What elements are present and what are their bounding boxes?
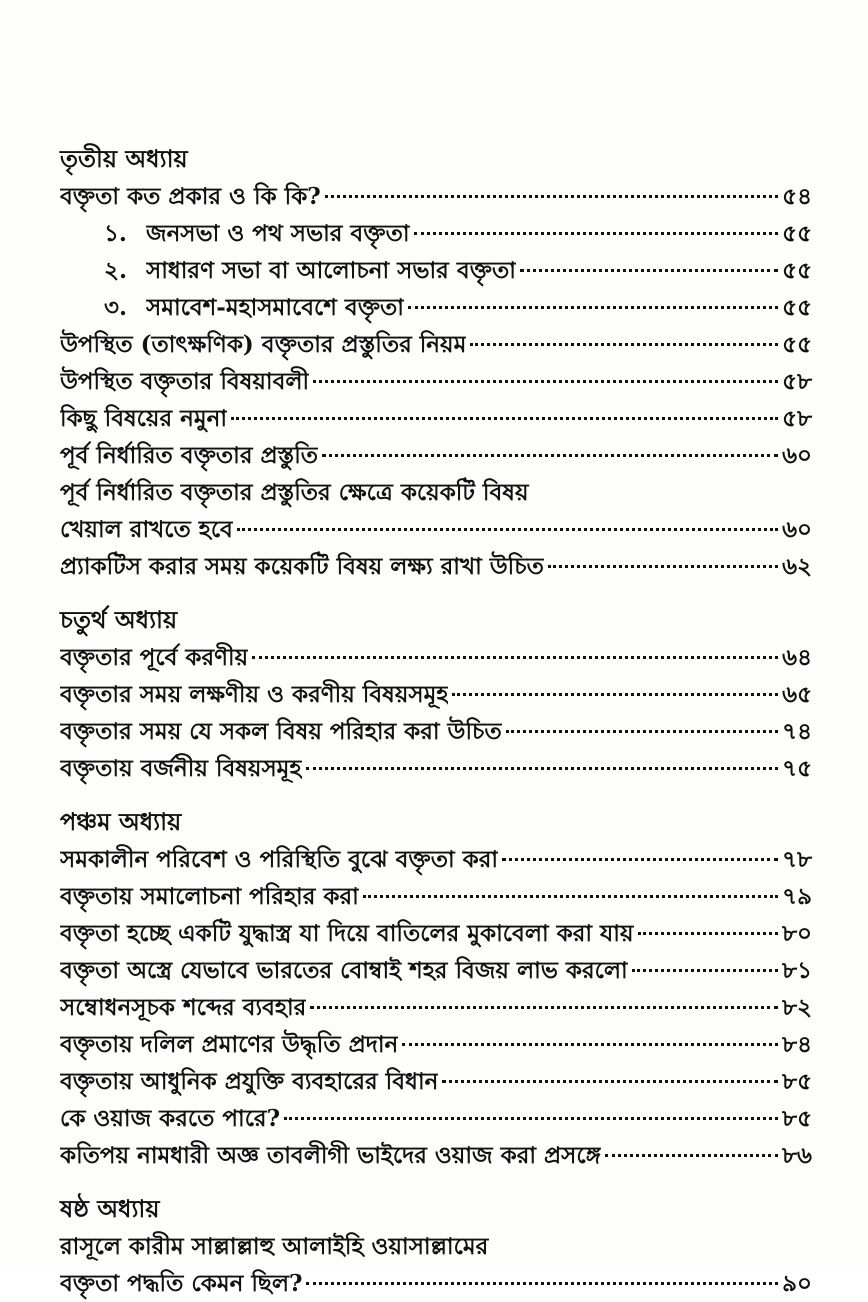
toc-entry-title: বক্তৃতা কত প্রকার ও কি কি? xyxy=(60,183,321,210)
toc-entry xyxy=(60,750,812,787)
toc-entry-page-number: ৬০ xyxy=(782,442,812,469)
dot-leader xyxy=(310,1006,778,1009)
toc-entry-page-number: ৬৫ xyxy=(782,681,812,708)
chapter-heading: ষষ্ঠ অধ্যায় xyxy=(60,1194,160,1223)
section-gap xyxy=(60,787,812,803)
toc-entry xyxy=(60,915,812,952)
dot-leader xyxy=(408,306,778,309)
toc-entry-page-number: ৯০ xyxy=(782,1270,812,1297)
toc-entry xyxy=(60,1026,812,1063)
dot-leader xyxy=(605,1154,778,1157)
toc-entry xyxy=(60,952,812,989)
dot-leader xyxy=(520,269,778,272)
toc-entry-title: বক্তৃতার সময় যে সকল বিষয় পরিহার করা উচিত xyxy=(60,718,502,745)
toc-entry-page-number: ৭৪ xyxy=(782,718,812,745)
toc-entry xyxy=(60,215,812,252)
toc-entry xyxy=(60,639,812,676)
dot-leader xyxy=(231,417,778,420)
toc-entry-title: বক্তৃতায় দলিল প্রমাণের উদ্ধৃতি প্রদান xyxy=(60,1031,399,1058)
toc-entry-title: সম্বোধনসূচক শব্দের ব্যবহার xyxy=(60,994,307,1021)
toc-entry-page-number: ৬০ xyxy=(782,516,812,543)
toc-entry-title: পূর্ব নির্ধারিত বক্তৃতার প্রস্তুতি xyxy=(60,442,319,469)
toc-entry-title: বক্তৃতার পূর্বে করণীয় xyxy=(60,644,249,671)
chapter-heading: তৃতীয় অধ্যায় xyxy=(60,144,188,173)
toc-entry-title: প্র্যাকটিস করার সময় কয়েকটি বিষয় লক্ষ্য রাখা উচিত xyxy=(60,553,544,580)
toc-entry xyxy=(60,326,812,363)
dot-leader xyxy=(306,1282,778,1285)
dot-leader xyxy=(502,858,778,861)
toc-entry xyxy=(60,548,812,585)
toc-entry-number: ১. xyxy=(104,220,127,247)
toc-entry xyxy=(60,1137,812,1174)
toc-entry xyxy=(60,252,812,289)
toc-entry-title: বক্তৃতা অস্ত্রে যেভাবে ভারতের বোম্বাই শহর বিজয় লাভ করলো xyxy=(60,957,628,984)
toc-entry-title: সমকালীন পরিবেশ ও পরিস্থিতি বুঝে বক্তৃতা করা xyxy=(60,846,499,873)
toc-entry-page-number: ৭৮ xyxy=(782,846,812,873)
dot-leader xyxy=(632,969,778,972)
toc-entry-page-number: ৫৮ xyxy=(782,405,812,432)
toc-entry-title: খেয়াল রাখতে হবে xyxy=(60,516,233,543)
toc-entry-title: বক্তৃতায় সমালোচনা পরিহার করা xyxy=(60,883,359,910)
toc-entry-page-number: ৫৫ xyxy=(782,294,812,321)
toc-entry-first-line: রাসূলে কারীম সাল্লাল্লাহু আলাইহি ওয়াসাল্লামের xyxy=(60,1233,489,1260)
toc-entry xyxy=(60,400,812,437)
toc-entry-title: জনসভা ও পথ সভার বক্তৃতা xyxy=(146,220,410,247)
section-gap xyxy=(60,585,812,601)
dot-leader xyxy=(470,343,778,346)
toc-entry-page-number: ৮৬ xyxy=(782,1142,812,1169)
toc-entry-page-number: ৫৮ xyxy=(782,368,812,395)
toc-entry xyxy=(60,289,812,326)
toc-entry-title: সাধারণ সভা বা আলোচনা সভার বক্তৃতা xyxy=(146,257,516,284)
toc-entry-page-number: ৫৫ xyxy=(782,257,812,284)
toc-entry-page-number: ৮১ xyxy=(782,957,812,984)
toc-entry xyxy=(60,676,812,713)
toc-entry-page-number: ৮০ xyxy=(782,920,812,947)
dot-leader xyxy=(402,1043,778,1046)
toc-entry-page-number: ৮৪ xyxy=(782,1031,812,1058)
dot-leader xyxy=(252,656,778,659)
toc-entry xyxy=(60,989,812,1026)
toc-entry-first-line: পূর্ব নির্ধারিত বক্তৃতার প্রস্তুতির ক্ষেত্রে কয়েকটি বিষয় xyxy=(60,479,529,506)
toc-entry-title: বক্তৃতায় বর্জনীয় বিষয়সমূহ xyxy=(60,755,302,782)
toc-entry xyxy=(60,1063,812,1100)
toc-entry-page-number: ৫৫ xyxy=(782,331,812,358)
toc-entry xyxy=(60,437,812,474)
dot-leader xyxy=(506,730,778,733)
toc-entry-page-number: ৭৯ xyxy=(782,883,812,910)
dot-leader xyxy=(442,1080,778,1083)
toc-entry-page-number: ৭৫ xyxy=(782,755,812,782)
dot-leader xyxy=(306,767,779,770)
toc-entry xyxy=(60,841,812,878)
toc-entry-page-number: ৫৫ xyxy=(782,220,812,247)
toc-entry xyxy=(60,178,812,215)
toc-entry-page-number: ৮২ xyxy=(782,994,812,1021)
toc-entry-title: কতিপয় নামধারী অজ্ঞ তাবলীগী ভাইদের ওয়াজ করা প্রসঙ্গে xyxy=(60,1142,601,1169)
dot-leader xyxy=(284,1117,778,1120)
toc-entry-title: বক্তৃতা হচ্ছে একটি যুদ্ধাস্ত্র যা দিয়ে বাতিলের মুকাবেলা করা যায় xyxy=(60,920,634,947)
toc-entry xyxy=(60,511,812,548)
toc-entry-page-number: ৬৪ xyxy=(782,644,812,671)
dot-leader xyxy=(363,895,778,898)
toc-entry-title: কিছু বিষয়ের নমুনা xyxy=(60,405,228,432)
dot-leader xyxy=(414,232,779,235)
toc-entry-title: উপস্থিত (তাৎক্ষণিক) বক্তৃতার প্রস্তুতির নিয়ম xyxy=(60,331,467,358)
dot-leader xyxy=(313,380,778,383)
chapter-heading: চতুর্থ অধ্যায় xyxy=(60,605,178,634)
toc-entry xyxy=(60,1265,812,1302)
toc-entry-title: সমাবেশ-মহাসমাবেশে বক্তৃতা xyxy=(146,294,404,321)
toc-entry-page-number: ৬২ xyxy=(782,553,812,580)
dot-leader xyxy=(325,195,778,198)
toc-entry-number: ২. xyxy=(104,257,127,284)
dot-leader xyxy=(548,565,778,568)
toc-entry xyxy=(60,713,812,750)
dot-leader xyxy=(638,932,779,935)
toc-entry-title: বক্তৃতা পদ্ধতি কেমন ছিল? xyxy=(60,1270,303,1297)
toc-entry xyxy=(60,1100,812,1137)
toc-entry-title: বক্তৃতায় আধুনিক প্রযুক্তি ব্যবহারের বিধান xyxy=(60,1068,439,1095)
table-of-contents xyxy=(60,140,812,1302)
toc-entry-page-number: ৮৫ xyxy=(782,1068,812,1095)
toc-entry-number: ৩. xyxy=(104,294,127,321)
section-gap xyxy=(60,1174,812,1190)
toc-entry xyxy=(60,363,812,400)
toc-entry-title: বক্তৃতার সময় লক্ষণীয় ও করণীয় বিষয়সমূহ xyxy=(60,681,449,708)
dot-leader xyxy=(452,693,778,696)
toc-entry xyxy=(60,878,812,915)
chapter-heading: পঞ্চম অধ্যায় xyxy=(60,807,182,836)
dot-leader xyxy=(237,528,778,531)
toc-entry-page-number: ৮৫ xyxy=(782,1105,812,1132)
dot-leader xyxy=(322,454,778,457)
toc-entry-title: উপস্থিত বক্তৃতার বিষয়াবলী xyxy=(60,368,310,395)
toc-entry-page-number: ৫৪ xyxy=(782,183,812,210)
toc-entry-title: কে ওয়াজ করতে পারে? xyxy=(60,1105,281,1132)
